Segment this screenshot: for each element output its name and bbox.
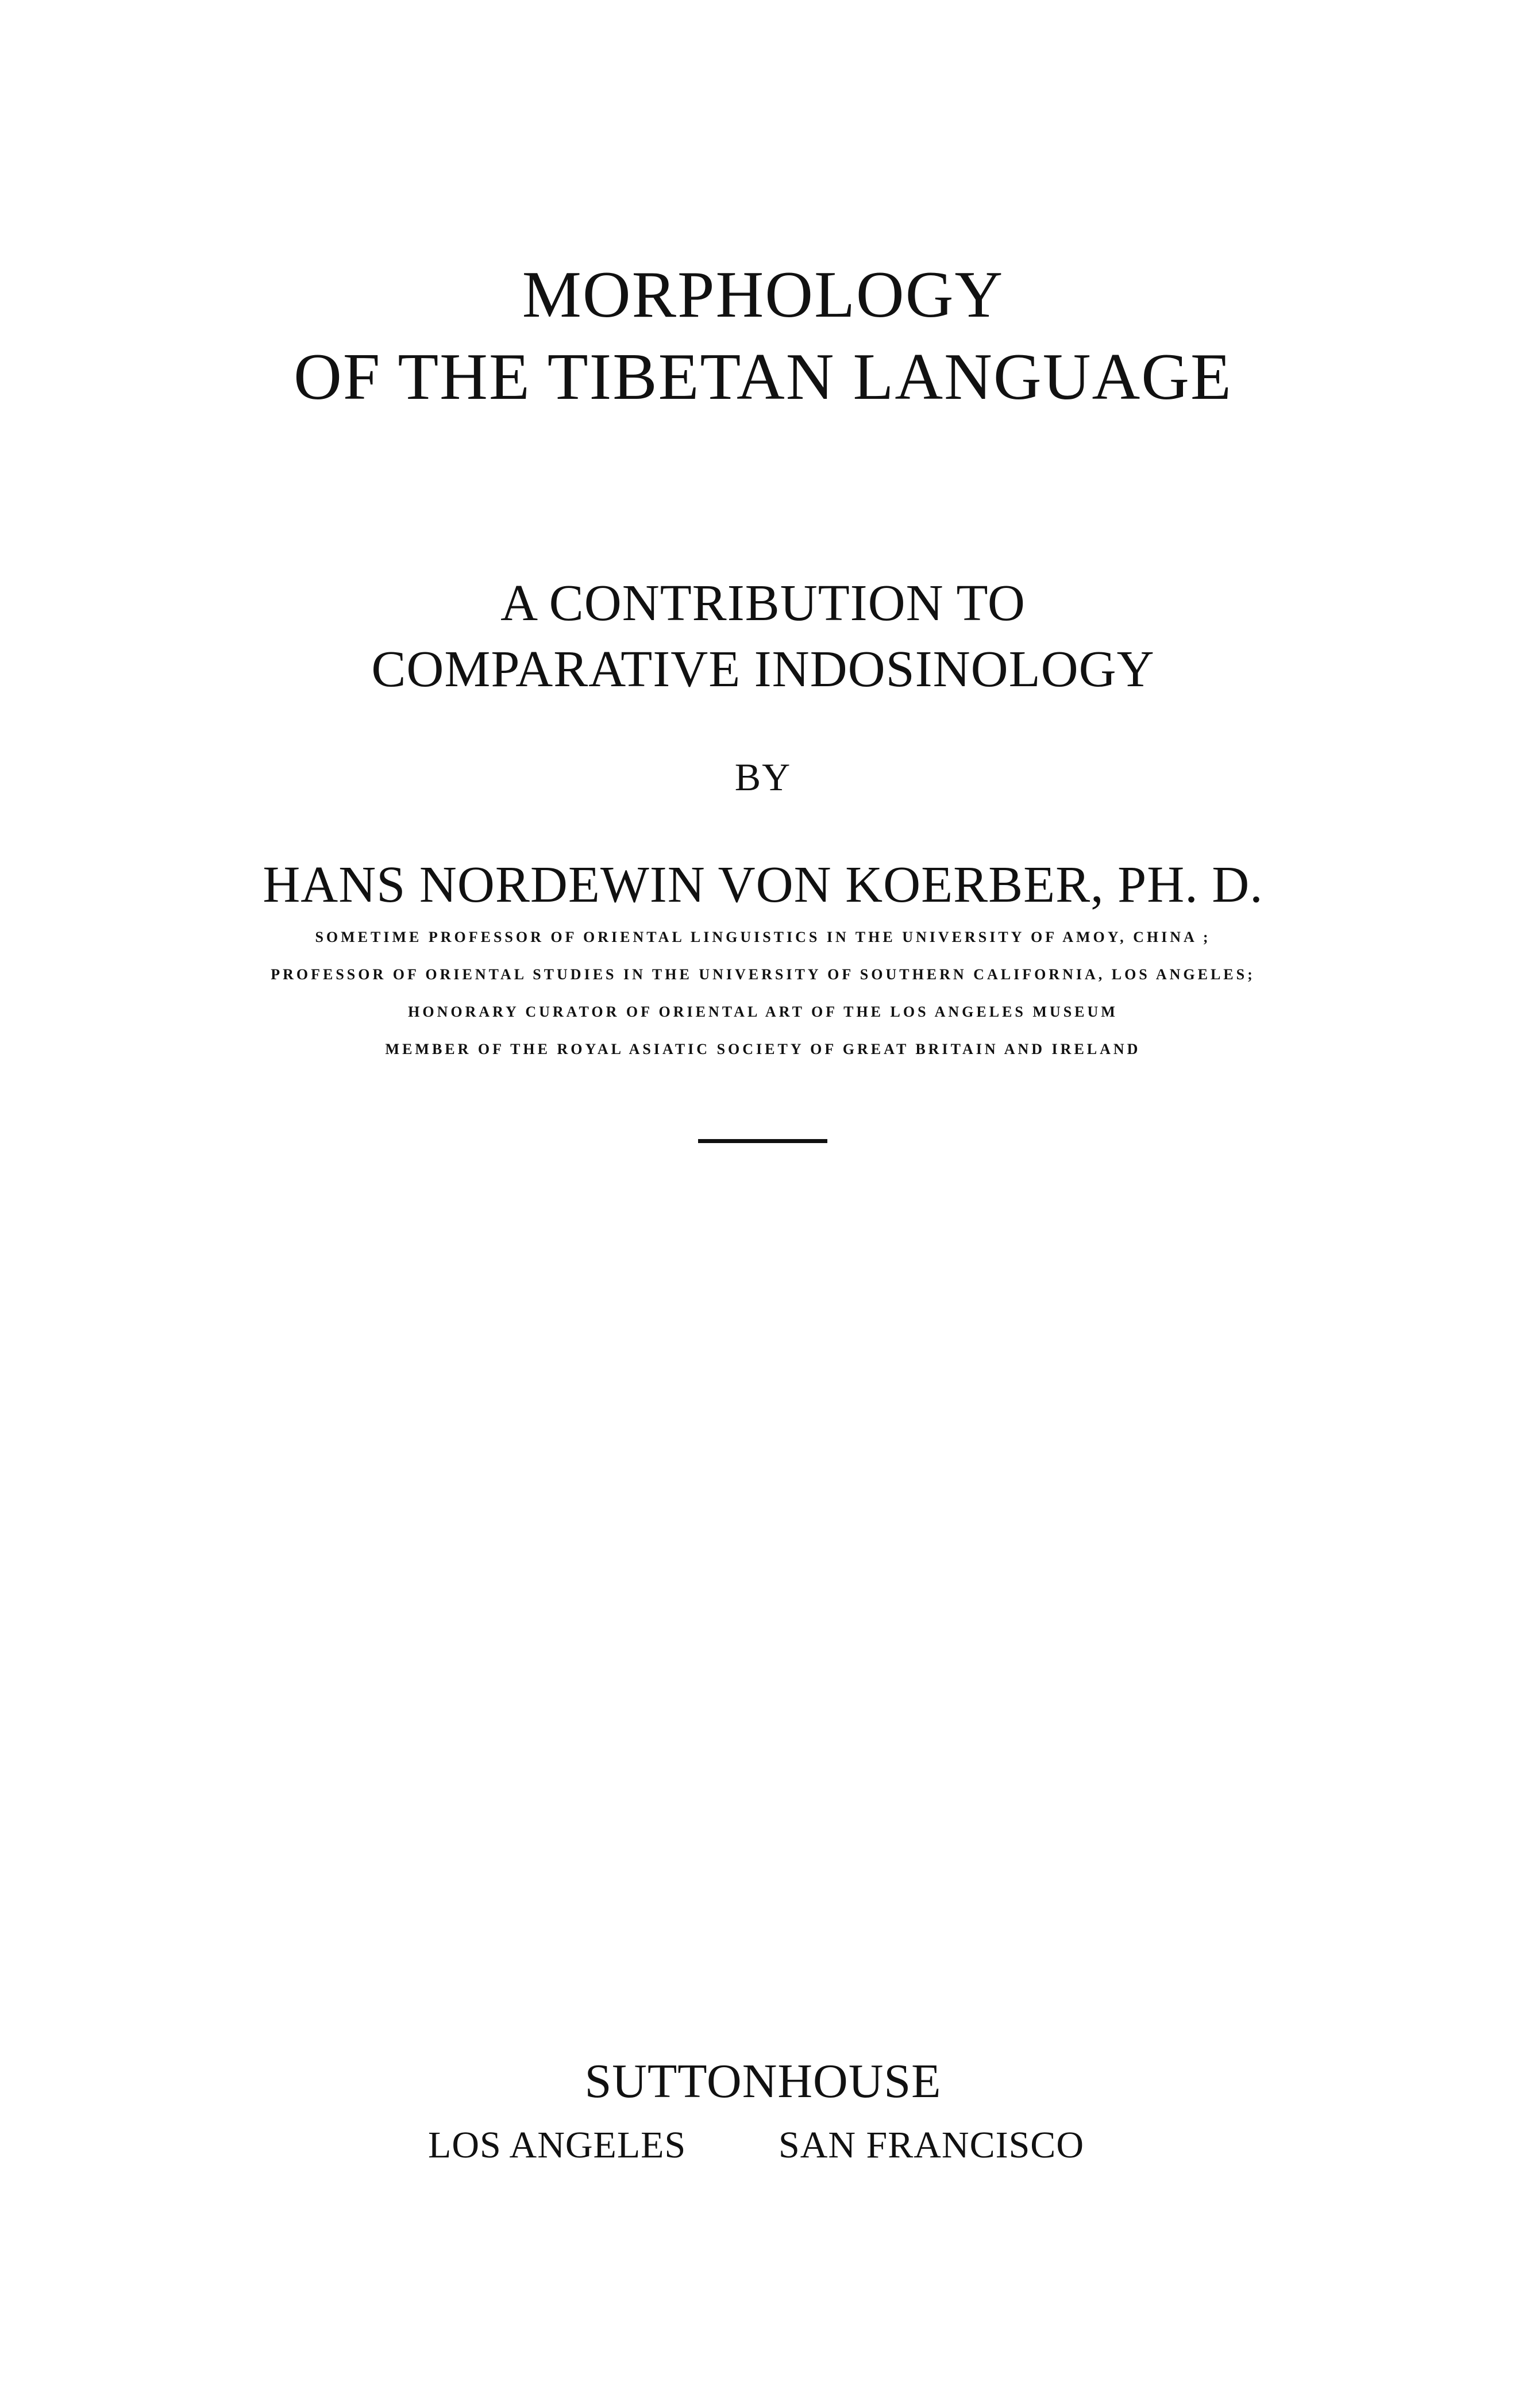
author-credential-2: PROFESSOR OF ORIENTAL STUDIES IN THE UNIVERSITY OF SOUTHERN CALIFORNIA, LOS ANGELES;	[271, 966, 1255, 983]
author-name: HANS NORDEWIN VON KOERBER, PH. D.	[263, 856, 1263, 913]
publisher-city-los-angeles: LOS ANGELES	[428, 2124, 687, 2166]
publisher-city-san-francisco: SAN FRANCISCO	[779, 2124, 1084, 2166]
by-label: BY	[734, 755, 792, 799]
author-credential-1: SOMETIME PROFESSOR OF ORIENTAL LINGUISTICS IN THE UNIVERSITY OF AMOY, CHINA ;	[315, 929, 1211, 945]
divider-rule	[698, 1139, 827, 1143]
subtitle-line-1: A CONTRIBUTION TO	[500, 575, 1026, 632]
author-credential-3: HONORARY CURATOR OF ORIENTAL ART OF THE LOS ANGELES MUSEUM	[408, 1003, 1118, 1020]
book-title-line-2: OF THE TIBETAN LANGUAGE	[294, 340, 1232, 414]
publisher-name: SUTTONHOUSE	[584, 2055, 942, 2108]
book-title-line-1: MORPHOLOGY	[522, 258, 1004, 332]
author-credential-4: MEMBER OF THE ROYAL ASIATIC SOCIETY OF GREAT BRITAIN AND IRELAND	[385, 1041, 1141, 1057]
subtitle-line-2: COMPARATIVE INDOSINOLOGY	[371, 641, 1155, 698]
